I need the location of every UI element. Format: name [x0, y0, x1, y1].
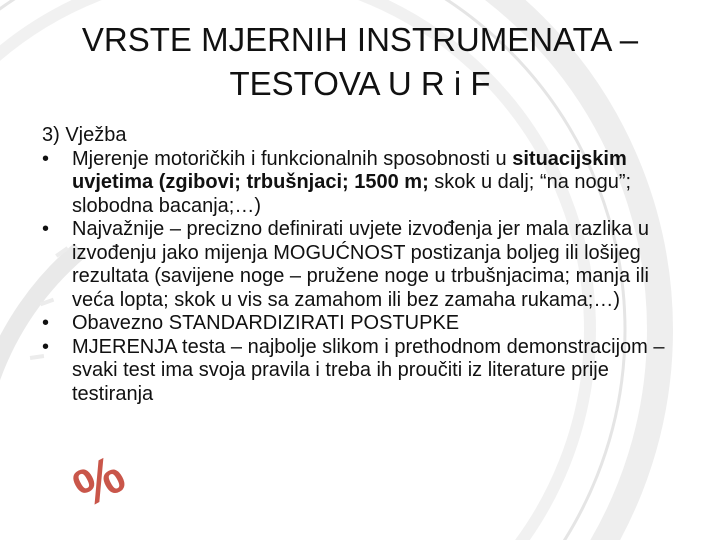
- bullet-text: Mjerenje motoričkih i funkcionalnih sposobnosti u: [72, 147, 513, 170]
- bullet-dot: •: [42, 312, 50, 334]
- percent-gauge-symbol: %: [63, 443, 135, 520]
- bullet-item: [42, 312, 682, 336]
- bullet-item: [42, 148, 682, 219]
- bullet-text: skok u dalj; “na nogu”; slobodna bacanja;…): [72, 171, 632, 217]
- bullet-item: [42, 336, 682, 407]
- bullet-dot: •: [42, 218, 50, 240]
- bullet-item: [42, 218, 682, 312]
- slide-body: [42, 124, 682, 406]
- bullet-list: [42, 148, 682, 407]
- bullet-text: Najvažnije – precizno definirati uvjete izvođenja jer mala razlika u izvođenju jako mijenja MOGUĆNOST postizanja boljeg ili lošijeg rezultata (savijene noge – pružene noge u trbušnjacima; manja ili veća lopta; skok u vis sa zamahom ili bez zamaha rukama;…): [72, 218, 650, 311]
- title-line-2: TESTOVA U R i F: [229, 65, 491, 102]
- bullet-text-bold: situacijskim uvjetima (zgibovi; trbušnjaci; 1500 m;: [72, 147, 627, 193]
- bullet-dot: •: [42, 335, 50, 358]
- section-heading: 3) Vježba: [42, 124, 127, 146]
- bullet-text: MJERENJA testa – najbolje slikom i prethodnom demonstracijom – svaki test ima svoja pravila i treba ih proučiti iz literature prije testiranja: [72, 335, 665, 405]
- bullet-text: Obavezno STANDARDIZIRATI POSTUPKE: [72, 312, 460, 334]
- slide-title: [40, 18, 680, 106]
- title-line-1: VRSTE MJERNIH INSTRUMENATA –: [81, 21, 639, 58]
- bullet-dot: •: [42, 147, 50, 170]
